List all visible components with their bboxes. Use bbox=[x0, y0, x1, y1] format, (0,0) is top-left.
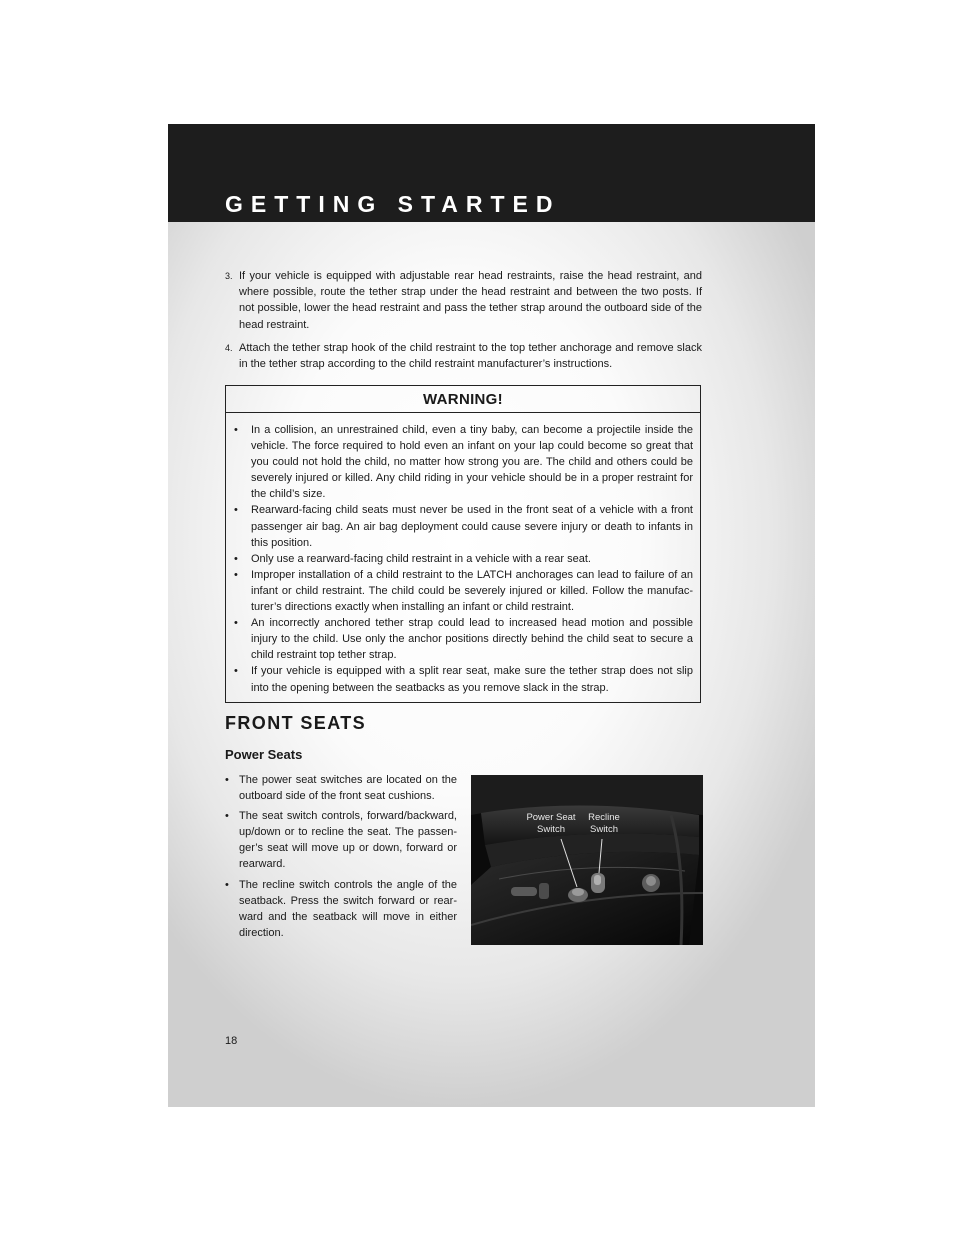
warning-title: WARNING! bbox=[226, 386, 700, 413]
bullet-glyph: • bbox=[234, 568, 238, 581]
manual-page bbox=[168, 124, 815, 1107]
section-header-bar bbox=[168, 124, 815, 222]
warning-item bbox=[234, 502, 693, 550]
list-item bbox=[225, 772, 457, 804]
section-header-title: GETTING STARTED bbox=[225, 191, 561, 217]
warning-item bbox=[234, 422, 693, 502]
seat-photo-drawing bbox=[471, 775, 703, 945]
warning-item bbox=[234, 567, 693, 615]
power-seat-switch-photo bbox=[471, 775, 703, 945]
step-item bbox=[225, 340, 702, 372]
list-item bbox=[225, 877, 457, 941]
warning-item bbox=[234, 615, 693, 663]
power-seats-subheading: Power Seats bbox=[225, 747, 303, 762]
label-line: Power Seat bbox=[526, 812, 576, 823]
list-item bbox=[225, 808, 457, 872]
numbered-steps bbox=[225, 268, 702, 379]
label-line: Switch bbox=[537, 824, 565, 835]
step-item bbox=[225, 268, 702, 333]
warning-item-text: In a collision, an unrestrained child, even a tiny baby, can become a projectile inside the vehicle. The force required to hold even an infant on your lap could become so great that you could not hold the child, no matter how strong you are. The child and others could be severely injured or killed. Any child riding in your vehicle should be in a proper restraint for the child’s size. bbox=[251, 424, 693, 501]
step-number: 4. bbox=[225, 342, 233, 353]
power-seats-bullets bbox=[225, 772, 457, 945]
warning-item bbox=[234, 551, 693, 567]
front-seats-heading: FRONT SEATS bbox=[225, 713, 367, 733]
warning-list bbox=[226, 413, 700, 696]
label-line: Recline bbox=[588, 812, 620, 823]
list-item-text: The seat switch controls, forward/backward, up/down or to recline the seat. The passenger’s seat will move up or down, forward or rearward. bbox=[239, 810, 457, 871]
warning-item bbox=[234, 663, 693, 695]
warning-item-text: Rearward-facing child seats must never be used in the front seat of a vehicle with a front passenger air bag. An air bag deployment could cause severe injury or death to infants in this position. bbox=[251, 504, 693, 549]
bullet-glyph: • bbox=[234, 552, 238, 565]
power-seat-switch-label bbox=[521, 812, 581, 836]
warning-box bbox=[225, 385, 701, 703]
list-item-text: The recline switch controls the angle of the seatback. Press the switch forward or rearward and the seatback will move in either direction. bbox=[239, 878, 457, 939]
label-line: Switch bbox=[590, 824, 618, 835]
bullet-glyph: • bbox=[234, 665, 238, 678]
recline-switch-label bbox=[581, 812, 627, 836]
bullet-glyph: • bbox=[225, 810, 229, 823]
bullet-glyph: • bbox=[234, 424, 238, 436]
list-item-text: The power seat switches are located on the outboard side of the front seat cushions. bbox=[239, 774, 457, 803]
warning-item-text: Only use a rearward-facing child restraint in a vehicle with a rear seat. bbox=[251, 552, 591, 565]
warning-item-text: If your vehicle is equipped with a split rear seat, make sure the tether strap does not slip into the opening between the seatbacks as you remove slack in the strap. bbox=[251, 665, 693, 694]
warning-item-text: Improper installation of a child restraint to the LATCH anchorages can lead to failure of an infant or child restraint. The child could be severely injured or killed. Follow the manufacturer’s directions exactly when installing an infant or child restraint. bbox=[251, 568, 693, 614]
bullet-glyph: • bbox=[234, 617, 238, 630]
bullet-glyph: • bbox=[225, 878, 229, 891]
warning-item-text: An incorrectly anchored tether strap could lead to increased head motion and possible injury to the child. Use only the anchor positions directly behind the child seat to secure a child restraint top tether strap. bbox=[251, 617, 693, 662]
bullet-glyph: • bbox=[234, 504, 238, 517]
step-text: Attach the tether strap hook of the child restraint to the top tether anchorage and remove slack in the tether strap according to the child restraint manufacturer’s instructions. bbox=[239, 341, 702, 371]
bullet-glyph: • bbox=[225, 774, 229, 786]
step-text: If your vehicle is equipped with adjustable rear head restraints, raise the head restraint, and where possible, route the tether strap under the head restraint and between the two posts. If not possible, lower the head restraint and pass the tether strap around the outboard side of the head restraint. bbox=[239, 270, 702, 331]
step-number: 3. bbox=[225, 271, 233, 281]
page-number: 18 bbox=[225, 1035, 238, 1047]
